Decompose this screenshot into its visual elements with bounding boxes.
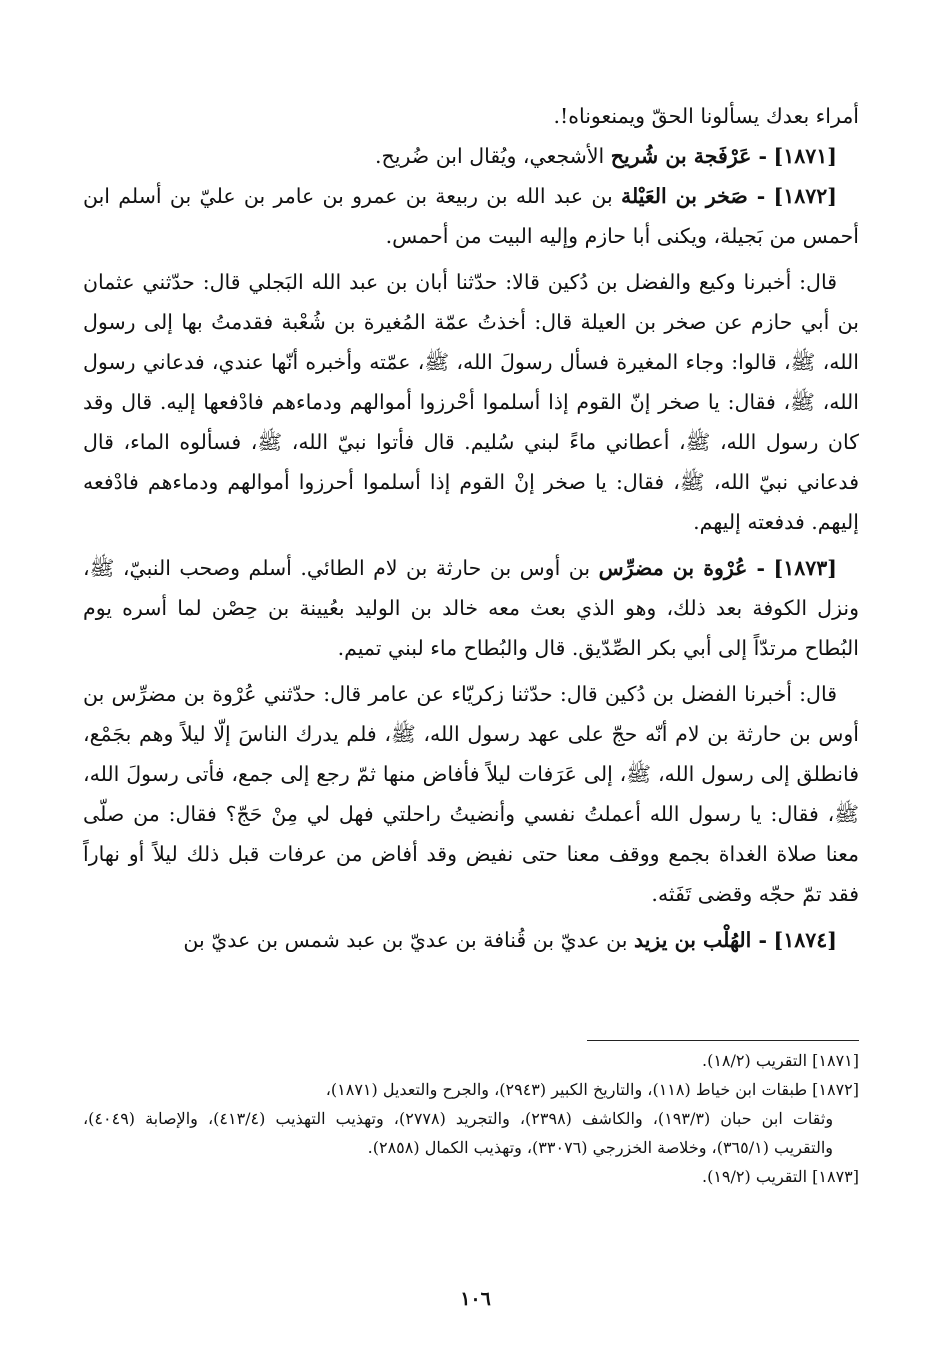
entry-1873-text: بن أوس بن حارثة بن لام الطائي. أسلم وصحب النبيّ، ﷺ، ونزل الكوفة بعد ذلك، وهو الذي بعث معه خالد بن الوليد بعُيينة بن حِصْن لما أسره يوم البُطاح مرتدّاً إلى أبي بكر الصِّدّيق. قال والبُطاح ماء لبني تميم. [83,556,859,660]
entry-1874-text: بن عديّ بن قُنافة بن عديّ بن عبد شمس بن عديّ بن [183,928,628,952]
main-text [83,96,859,960]
footnote-1871-text: [١٨٧١] التقريب (١٨/٢). [701,1051,859,1070]
entry-1872 [83,176,859,256]
footnote-1873-text: [١٨٧٣] التقريب (١٩/٢). [701,1167,859,1186]
entry-1871 [83,136,859,176]
entry-1872-text: بن عبد الله بن ربيعة بن عمرو بن عامر بن عليّ بن أسلم ابن أحمس من بَجيلة، ويكنى أبا حازم وإليه البيت من أحمس. [83,184,859,248]
entry-1871-text: الأشجعي، ويُقال ابن ضُريح. [375,144,605,168]
footnote-1871 [83,1046,859,1075]
entry-1873-number: [١٨٧٣] [773,556,837,580]
entry-1874-name: - الهُلْب بن يزيد [633,928,768,952]
entry-1872-name: - صَخر بن العَيْلة [620,184,766,208]
footnote-1872 [83,1075,859,1162]
footnote-1872-first-line: [١٨٧٢] طبقات ابن خياط (١١٨)، والتاريخ الكبير (٢٩٤٣)، والجرح والتعديل (١٨٧١)، [325,1080,859,1099]
entry-1872-hadith [83,262,859,542]
entry-1871-name: - عَرْفَجة بن شُريح [610,144,768,168]
continuation-line [83,96,859,136]
footnote-1873 [83,1162,859,1191]
footnote-divider [587,1040,859,1041]
entry-1874-number: [١٨٧٤] [773,928,837,952]
entry-1873 [83,548,859,668]
entry-1872-hadith-text: قال: أخبرنا وكيع والفضل بن دُكين قالا: حدّثنا أبان بن عبد الله البَجلي قال: حدّثني عثمان بن أبي حازم عن صخر بن العيلة قال: أخذتُ عمّة المُغيرة بن شُعْبة فقدمتُ بها إلى رسول الله، ﷺ، قالوا: وجاء المغيرة فسأل رسولَ الله، ﷺ، عمّته وأخبره أنّها عندي، فدعاني رسول الله، ﷺ، فقال: يا صخر إنّ القوم إذا أسلموا أحْرزوا أموالهم ودماءهم فادْفعها إليه. قال وقد كان رسول الله، ﷺ، أعطاني ماءً لبني سُليم. قال فأتوا نبيّ الله، ﷺ، فسألوه الماء، قال فدعاني نبيّ الله، ﷺ، فقال: يا صخر إنْ القوم إذا أسلموا أحرزوا أموالهم ودماءهم فادْفعه إليهم. فدفعته إليهم. [83,270,859,534]
continuation-text: أمراء بعدك يسألونا الحقّ ويمنعوناه!. [553,104,859,128]
entry-1872-number: [١٨٧٢] [773,184,837,208]
entry-1873-hadith-text: قال: أخبرنا الفضل بن دُكين قال: حدّثنا زكريّاء عن عامر قال: حدّثني عُرْوة بن مضرِّس بن أوس بن حارثة بن لام أنّه حجّ على عهد رسول الله، ﷺ، فلم يدرك الناسَ إلّا ليلاً وهم بجَمْع، فانطلق إلى رسول الله، ﷺ، إلى عَرَفات ليلاً فأفاض منها ثمّ رجع إلى جمع، فأتى رسولَ الله، ﷺ، فقال: يا رسول الله أعملتُ نفسي وأنضيتُ راحلتي فهل لي مِنْ حَجّ؟ فقال: من صلّى معنا صلاة الغداة بجمع ووقف معنا حتى نفيض وقد أفاض من عرفات قبل ذلك ليلاً أو نهاراً فقد تمّ حجّه وقضى تَفَثه. [83,682,859,906]
footnotes [83,1046,859,1191]
page-number: ١٠٦ [460,1288,491,1310]
entry-1873-name: - عُرْوة بن مضرِّس [598,556,766,580]
entry-1874 [83,920,859,960]
footnote-1872-continuation: وثقات ابن حبان (١٩٣/٣)، والكاشف (٢٣٩٨)، والتجريد (٢٧٧٨)، وتهذيب التهذيب (٤١٣/٤)، والإصابة (٤٠٤٩)، والتقريب (٣٦٥/١)، وخلاصة الخزرجي (٣٣٠٧٦)، وتهذيب الكمال (٢٨٥٨). [83,1109,834,1157]
entry-1871-number: [١٨٧١] [773,144,837,168]
entry-1873-hadith [83,674,859,914]
